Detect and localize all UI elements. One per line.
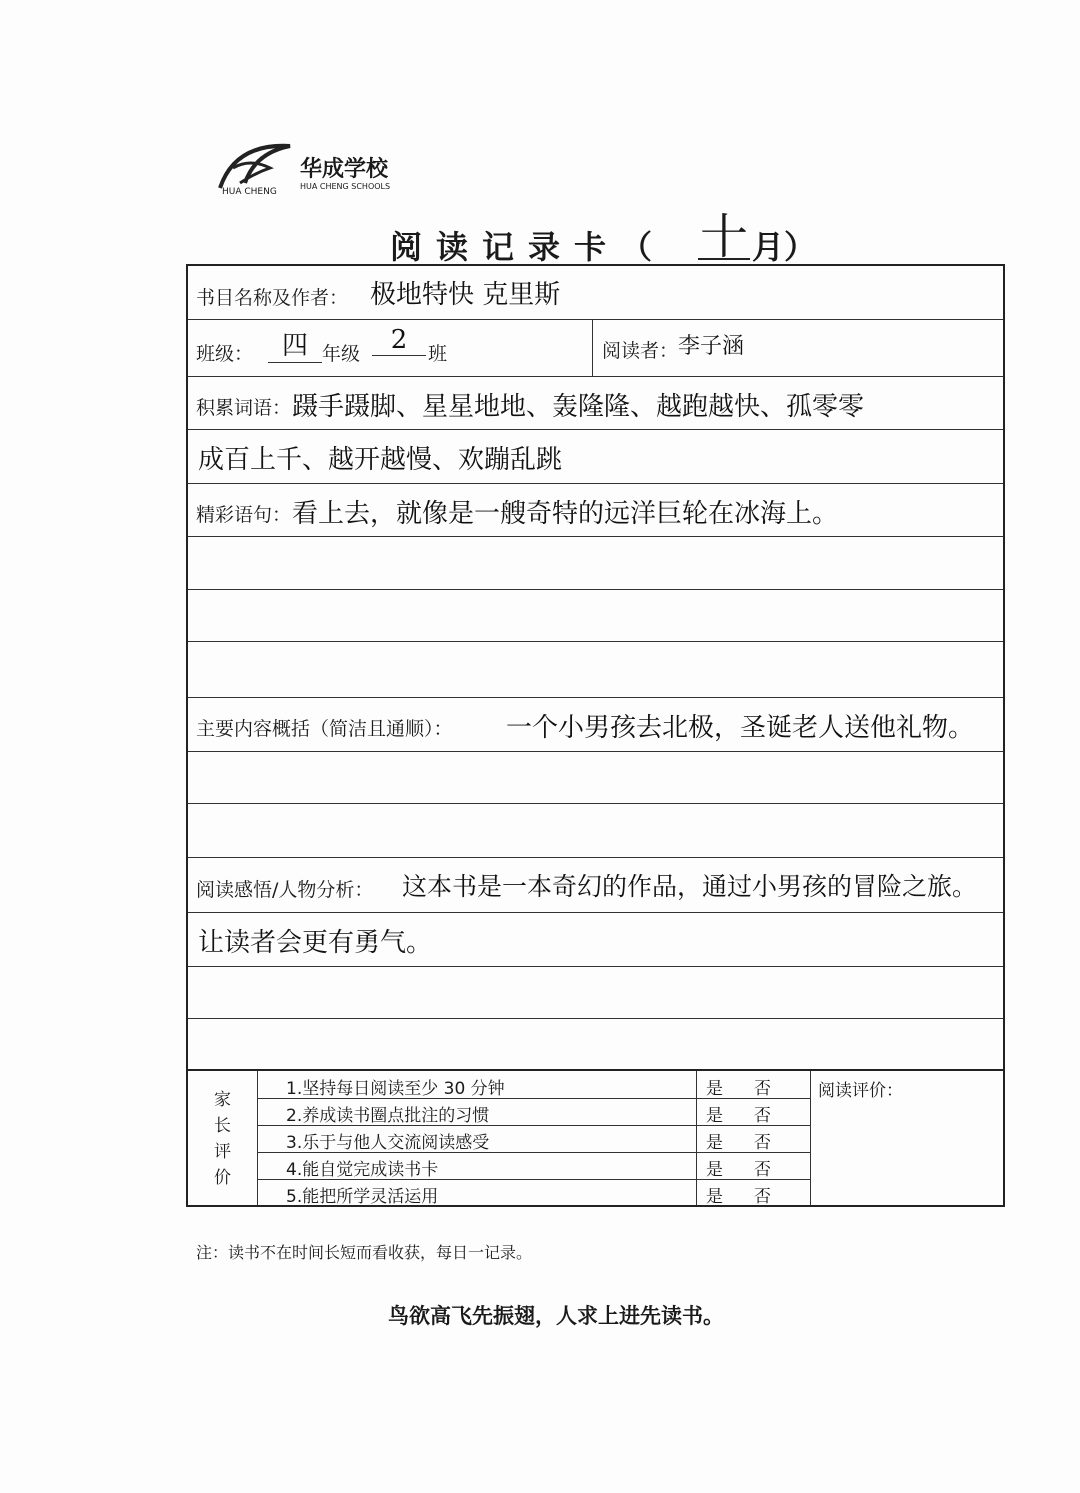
grade-value: 四 [268,325,322,363]
summary-row [188,697,1003,752]
label-char: 家 [214,1090,231,1110]
parent-evaluation-table [186,1069,1005,1207]
reader-label: 阅读者： [602,340,679,362]
feeling-line-2: 让读者会更有勇气。 [198,928,433,958]
class-label: 班级： [196,343,254,365]
blank-line [188,589,1003,642]
label-char: 长 [214,1116,231,1136]
sentence-label: 精彩语句： [196,504,292,526]
month-underline [698,258,750,260]
feeling-row-2 [188,912,1003,967]
book-label: 书目名称及作者： [196,287,349,309]
book-value: 极地特快 克里斯 [370,280,561,310]
school-name: 华成学校 [300,157,389,182]
feeling-line-1: 这本书是一本奇幻的作品，通过小男孩的冒险之旅。 [402,872,978,901]
eval-item-row [258,1152,810,1180]
feeling-row [188,857,1003,913]
blank-line [188,803,1003,858]
no-option[interactable]: 否 [754,1079,771,1099]
yes-option[interactable]: 是 [706,1133,723,1153]
parent-eval-label [188,1071,258,1205]
class-suffix: 班 [428,343,448,365]
eval-item-label: 2.养成读书圈点批注的习惯 [286,1106,490,1126]
blank-line [188,751,1003,804]
words-line-2: 成百上千、越开越慢、欢蹦乱跳 [198,445,563,475]
grade-label: 年级 [322,343,361,365]
words-line-1: 蹑手蹑脚、星星地地、轰隆隆、越跑越快、孤零零 [292,392,865,422]
eval-item-label: 5.能把所学灵活运用 [286,1187,439,1207]
words-label: 积累词语： [196,397,292,419]
sentence-row [188,483,1003,537]
divider [592,319,593,376]
no-option[interactable]: 否 [754,1106,771,1126]
no-option[interactable]: 否 [754,1160,771,1180]
blank-line [188,966,1003,1019]
blank-line [188,1018,1003,1070]
class-row [188,319,1003,377]
summary-label: 主要内容概括（简洁且通顺）： [196,718,453,740]
feeling-label: 阅读感悟/人物分析： [196,879,374,901]
eval-item-row [258,1071,810,1099]
no-option[interactable]: 否 [754,1133,771,1153]
eval-item-row [258,1179,810,1206]
eval-item-row [258,1125,810,1153]
sentence-value: 看上去，就像是一艘奇特的远洋巨轮在冰海上。 [292,499,839,529]
school-logo-bird-icon [215,138,300,194]
record-table [186,264,1005,1069]
card-title: 阅读记录卡（ [390,228,667,266]
class-value: 2 [372,325,426,356]
month-value: 十 [700,209,749,265]
footnote: 注：读书不在时间长短而看收获，每日一记录。 [196,1243,533,1262]
summary-value: 一个小男孩去北极，圣诞老人送他礼物。 [506,713,975,743]
blank-line [188,641,1003,698]
eval-item-row [258,1098,810,1126]
label-char: 价 [214,1168,231,1188]
divider [810,1071,811,1205]
yes-option[interactable]: 是 [706,1106,723,1126]
yes-option[interactable]: 是 [706,1160,723,1180]
eval-item-label: 3.乐于与他人交流阅读感受 [286,1133,490,1153]
label-char: 评 [214,1142,231,1162]
reader-value: 李子涵 [678,334,745,359]
month-suffix: 月） [752,228,817,266]
blank-line [188,536,1003,590]
eval-item-label: 4.能自觉完成读书卡 [286,1160,439,1180]
yes-option[interactable]: 是 [706,1079,723,1099]
logo-text: HUA CHENG [222,187,277,197]
divider [696,1071,697,1205]
rating-label: 阅读评价： [818,1081,903,1101]
school-name-en: HUA CHENG SCHOOLS [300,182,391,191]
no-option[interactable]: 否 [754,1187,771,1207]
eval-item-label: 1.坚持每日阅读至少 30 分钟 [286,1079,505,1099]
words-row-2 [188,429,1003,484]
yes-option[interactable]: 是 [706,1187,723,1207]
words-row [188,376,1003,430]
book-row [188,266,1003,320]
motto: 鸟欲高飞先振翅，人求上进先读书。 [388,1304,724,1328]
